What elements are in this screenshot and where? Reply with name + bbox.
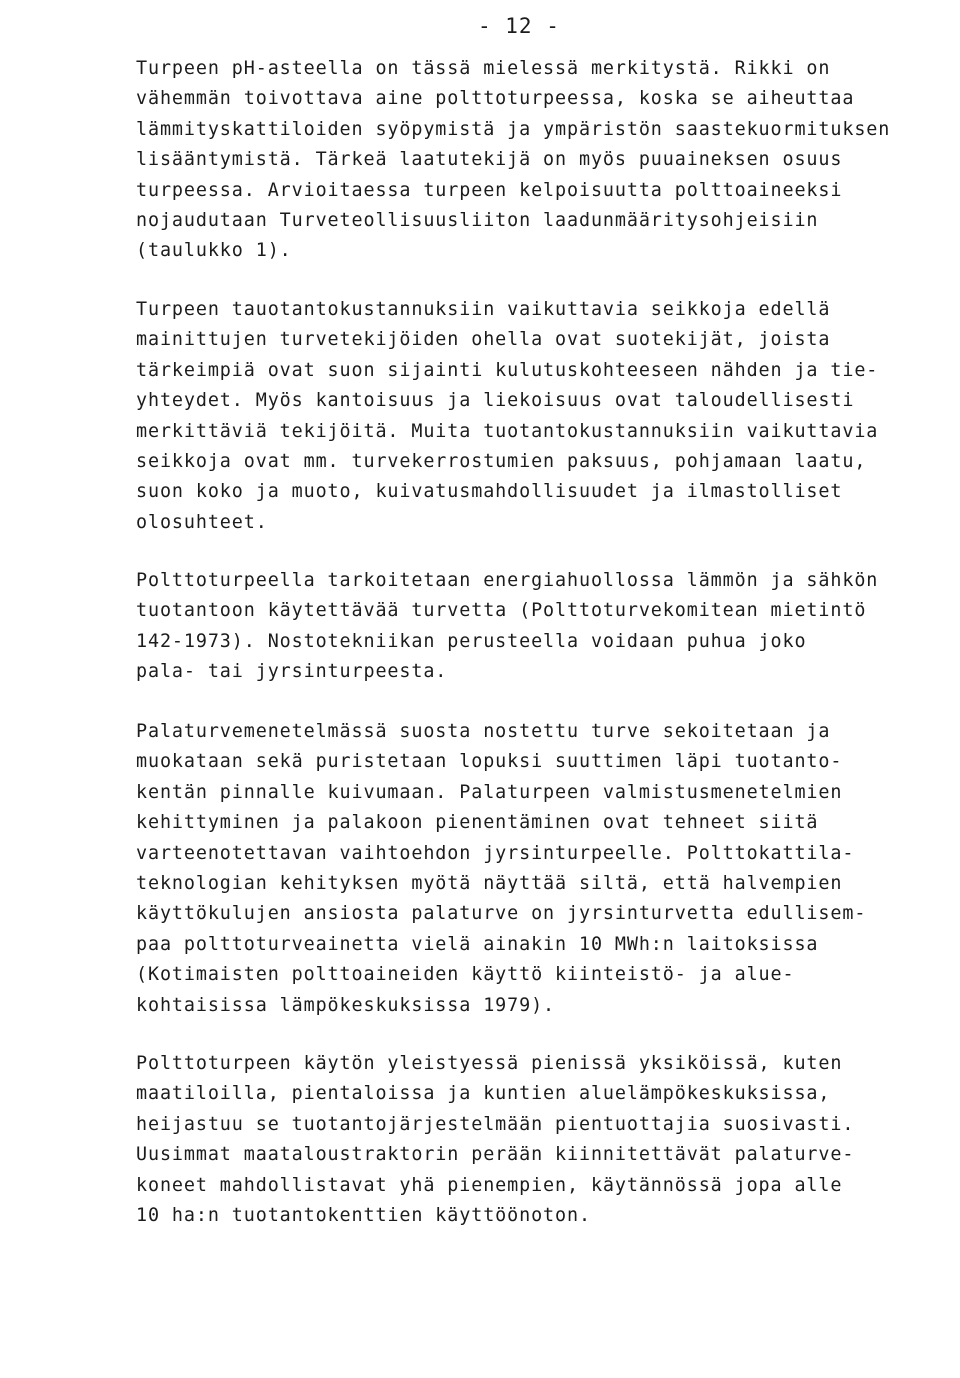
text-line: Polttoturpeella tarkoitetaan energiahuollossa lämmön ja sähkön [136, 570, 879, 591]
text-line: vähemmän toivottava aine polttoturpeessa, koska se aiheuttaa [136, 88, 855, 110]
text-line: Uusimmat maataloustraktorin perään kiinnitettävät palaturve- [136, 1144, 855, 1166]
paragraph-production-costs [136, 295, 936, 538]
text-line: koneet mahdollistavat yhä pienempien, käytännössä jopa alle [136, 1174, 843, 1196]
text-line: paa polttoturveainetta vielä ainakin 10 MWh:n laitoksissa [136, 933, 819, 955]
text-line: kehittyminen ja palakoon pienentäminen ovat tehneet siitä [136, 812, 819, 834]
text-line: Polttoturpeen käytön yleistyessä pienissä yksiköissä, kuten [136, 1053, 843, 1074]
paragraph-small-scale-use [136, 1049, 936, 1231]
text-line: mainittujen turvetekijöiden ohella ovat suotekijät, joista [136, 329, 831, 351]
text-line: tuotantoon käytettävää turvetta (Polttoturvekomitean mietintö [136, 600, 867, 622]
text-line: muokataan sekä puristetaan lopuksi suuttimen läpi tuotanto- [136, 751, 843, 773]
text-line: tärkeimpiä ovat suon sijainti kulutuskohteeseen nähden ja tie- [136, 359, 879, 381]
text-line: maatiloilla, pientaloissa ja kuntien aluelämpökeskuksissa, [136, 1083, 831, 1105]
text-line: heijastuu se tuotantojärjestelmään pientuottajia suosivasti. [136, 1113, 855, 1135]
text-line: pala- tai jyrsinturpeesta. [136, 661, 448, 683]
text-line: teknologian kehityksen myötä näyttää siltä, että halvempien [136, 872, 843, 894]
text-line: kohtaisissa lämpökeskuksissa 1979). [136, 994, 556, 1016]
paragraph-sod-peat-method [136, 717, 936, 1021]
text-line: kentän pinnalle kuivumaan. Palaturpeen valmistusmenetelmien [136, 781, 843, 803]
text-line: (Kotimaisten polttoaineiden käyttö kiinteistö- ja alue- [136, 964, 795, 986]
text-line: seikkoja ovat mm. turvekerrostumien paksuus, pohjamaan laatu, [136, 450, 867, 472]
text-line: olosuhteet. [136, 511, 268, 533]
paragraph-ph-and-sulfur [136, 54, 936, 267]
text-line: yhteydet. Myös kantoisuus ja liekoisuus ovat taloudellisesti [136, 390, 855, 412]
text-line: Turpeen pH-asteella on tässä mielessä merkitystä. Rikki on [136, 58, 831, 79]
text-line: Turpeen tauotantokustannuksiin vaikuttavia seikkoja edellä [136, 299, 831, 320]
text-line: suon koko ja muoto, kuivatusmahdollisuudet ja ilmastolliset [136, 481, 843, 503]
text-line: 10 ha:n tuotantokenttien käyttöönoton. [136, 1204, 591, 1226]
text-line: varteenotettavan vaihtoehdon jyrsinturpeelle. Polttokattila- [136, 842, 855, 864]
text-line: nojaudutaan Turveteollisuusliiton laadunmääritysohjeisiin [136, 209, 819, 231]
text-line: Palaturvemenetelmässä suosta nostettu turve sekoitetaan ja [136, 721, 831, 742]
text-line: (taulukko 1). [136, 240, 292, 262]
text-line: turpeessa. Arvioitaessa turpeen kelpoisuutta polttoaineeksi [136, 179, 843, 201]
paragraph-fuel-peat-definition [136, 566, 936, 688]
text-line: lisääntymistä. Tärkeä laatutekijä on myös puuaineksen osuus [136, 149, 843, 171]
page-number: - 12 - [478, 14, 560, 38]
text-line: käyttökulujen ansiosta palaturve on jyrsinturvetta edullisem- [136, 903, 867, 925]
text-line: merkittäviä tekijöitä. Muita tuotantokustannuksiin vaikuttavia [136, 420, 879, 442]
text-line: lämmityskattiloiden syöpymistä ja ympäristön saastekuormituksen [136, 118, 891, 140]
text-line: 142-1973). Nostotekniikan perusteella voidaan puhua joko [136, 630, 807, 652]
